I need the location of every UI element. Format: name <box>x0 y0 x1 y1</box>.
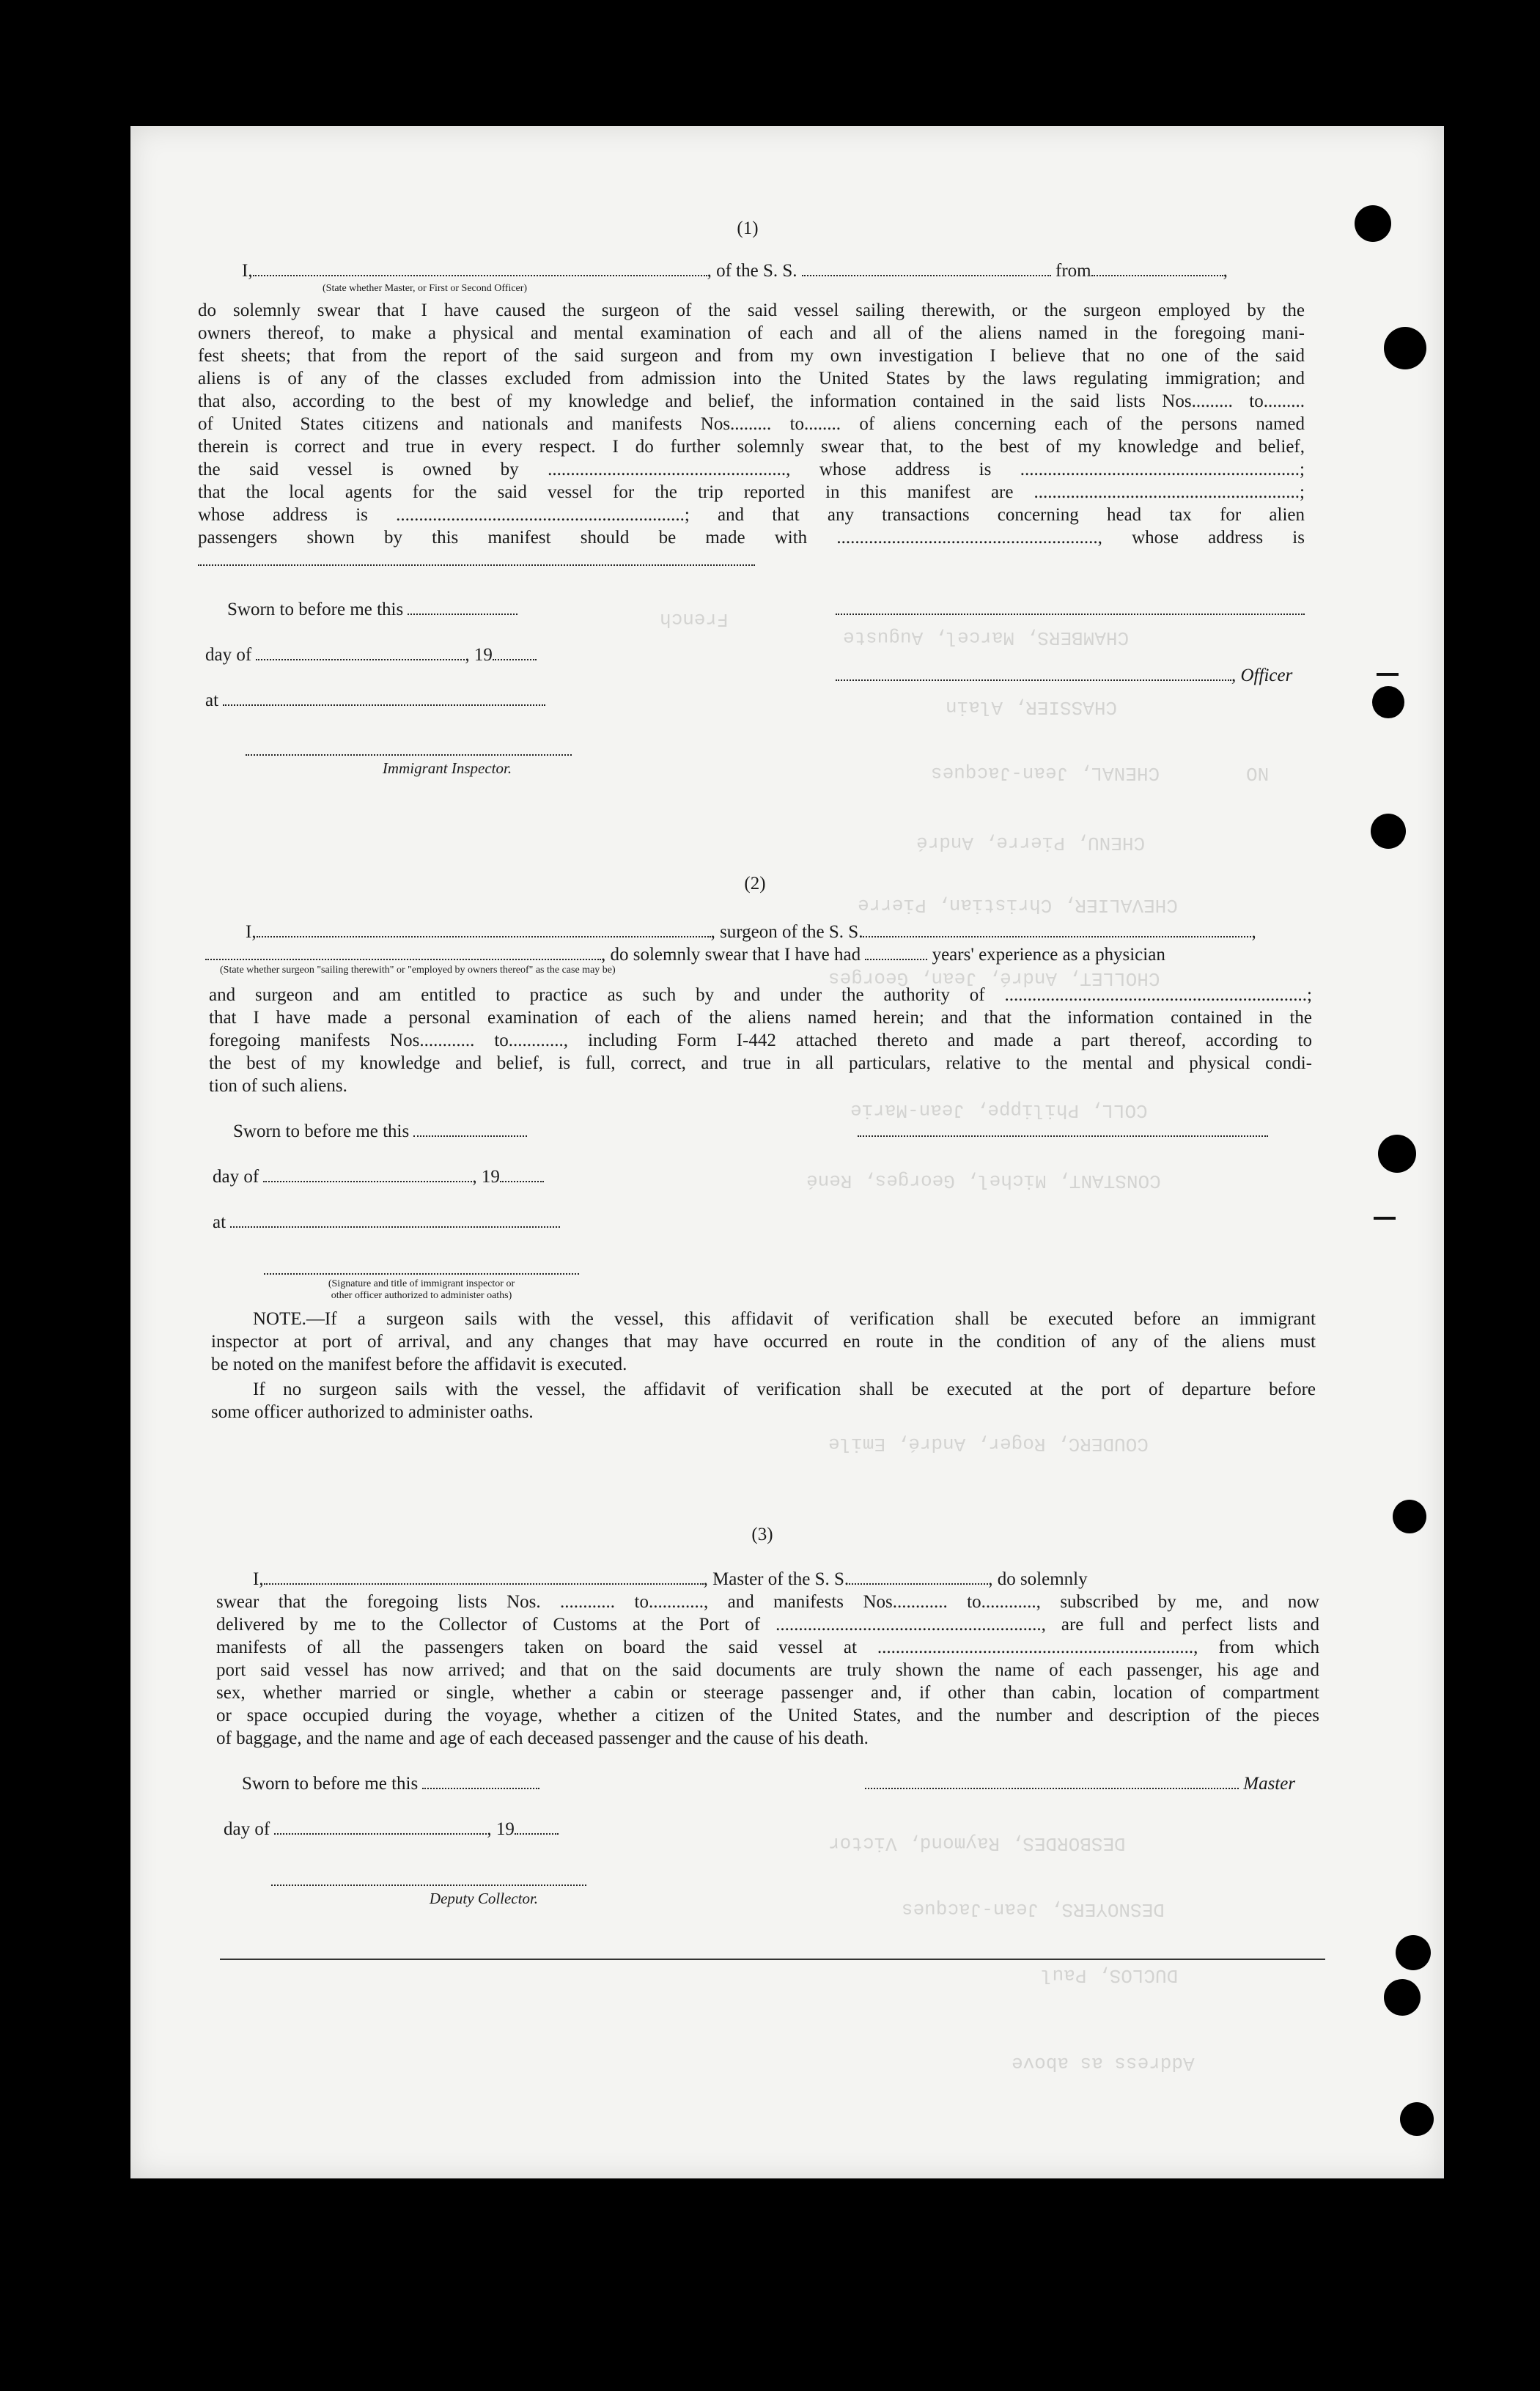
s1-line1-ss: , of the S. S. <box>707 261 797 281</box>
s1-from-blank <box>1091 262 1223 276</box>
s3-sworn: Sworn to before me this <box>242 1774 539 1794</box>
s3-para-line: swear that the foregoing lists Nos. ............ to............, and manifests Nos............ to............, subscribed by me, and now <box>216 1592 1319 1612</box>
s2-note-line: NOTE.—If a surgeon sails with the vessel, this affidavit of verification shall be executed before an immigrant <box>253 1309 1316 1329</box>
s2-sig-label-1: (Signature and title of immigrant inspector or <box>328 1278 515 1289</box>
bleed-through-text: DUCLOS, Paul <box>1041 1964 1179 1986</box>
bleed-through-text: CHASSIER, Alain <box>946 696 1118 718</box>
bleed-through-text: CHENAL, Jean-Jacques <box>931 762 1160 784</box>
punch-hole <box>1396 1935 1431 1970</box>
s1-inspector-label: Immigrant Inspector. <box>382 759 512 777</box>
s1-para-line: of United States citizens and nationals and manifests Nos......... to........ of aliens concerning each of the persons named <box>198 414 1305 434</box>
s1-sworn: Sworn to before me this <box>227 600 517 620</box>
punch-hole <box>1372 686 1404 718</box>
bleed-through-text: CHEVALIER, Christian, Pierre <box>858 894 1178 916</box>
s1-line1-from: from <box>1055 261 1091 281</box>
s2-para-last: tion of such aliens. <box>209 1076 347 1096</box>
punch-hole <box>1378 1135 1416 1173</box>
bleed-through-text: COLL, Philippe, Jean-Marie <box>850 1099 1148 1121</box>
s1-line1-i: I, <box>242 261 253 281</box>
s1-para-line: fest sheets; that from the report of the said surgeon and from my own investigation I believe that no one of the said <box>198 346 1305 366</box>
s1-line1: I, , of the S. S. from , <box>242 261 1228 281</box>
s3-vessel-blank <box>849 1570 988 1585</box>
s2-note-line: inspector at port of arrival, and any changes that may have occurred en route in the condition of any of the aliens must <box>211 1332 1316 1352</box>
bleed-through-text: CHOLLET, André, Jean, Georges <box>828 968 1160 990</box>
s3-master-sign: Master <box>865 1774 1295 1794</box>
bleed-through-text: Address as above <box>1012 2052 1195 2074</box>
margin-mark <box>1377 673 1399 676</box>
bleed-through-text: CHAMBERS, Marcel, Auguste <box>843 627 1130 649</box>
s3-para-line: port said vessel has now arrived; and that on the said documents are truly shown the name of each passenger, his age and <box>216 1660 1319 1680</box>
s1-para-line: that the local agents for the said vessel for the trip reported in this manifest are ..........................................................; <box>198 482 1305 502</box>
section-2-number: (2) <box>744 874 766 894</box>
bleed-through-text: DESNOYERS, Jean-Jacques <box>902 1898 1165 1920</box>
s2-para-line: that I have made a personal examination of each of the aliens named herein; and that the information contained in the <box>209 1008 1312 1028</box>
s3-dayof: day of , 19 <box>224 1819 559 1840</box>
s1-para-line: passengers shown by this manifest should be made with ........................................................., whose address is <box>198 528 1305 548</box>
s2-years-blank <box>865 946 927 960</box>
s2-note2: If no surgeon sails with the vessel, the affidavit of verification shall be executed at the port of departure before <box>253 1379 1316 1399</box>
s3-para-line: manifests of all the passengers taken on board the said vessel at ....................................................................., from which <box>216 1637 1319 1657</box>
s2-para-line: foregoing manifests Nos............ to............, including Form I-442 attached thereto and made a part thereof, according to <box>209 1031 1312 1050</box>
s2-para-line: and surgeon and am entitled to practice as such by and under the authority of ..................................................................; <box>209 985 1312 1005</box>
s3-para-line: sex, whether married or single, whether a cabin or steerage passenger and, if other than cabin, location of compartment <box>216 1683 1319 1703</box>
s1-line1-sub: (State whether Master, or First or Second Officer) <box>323 283 528 294</box>
s2-officer-line <box>264 1259 579 1280</box>
punch-hole <box>1371 814 1406 849</box>
s2-dayof: day of , 19 <box>213 1167 544 1187</box>
s1-address-blank <box>198 550 755 571</box>
s2-line2: , do solemnly swear that I have had years' experience as a physician <box>205 945 1165 965</box>
s1-para-line: that also, according to the best of my knowledge and belief, the information contained in the said lists Nos......... to......... <box>198 391 1305 411</box>
s1-officer-sign: , Officer <box>836 666 1292 686</box>
s1-para-line: aliens is of any of the classes excluded from admission into the United States by the laws regulating immigration; and <box>198 369 1305 388</box>
s2-line2-sub: (State whether surgeon "sailing therewith" or "employed by owners thereof" as the case may be) <box>220 965 616 976</box>
s1-vessel-blank <box>802 262 1051 276</box>
s3-master-blank <box>264 1570 704 1585</box>
margin-mark <box>1374 1217 1396 1220</box>
bleed-through-text: COUDERC, Roger, André, Emile <box>828 1433 1149 1455</box>
s1-para-line: whose address is ...............................................................; and that any transactions concerning head tax for alien <box>198 505 1305 525</box>
s1-para-line: the said vessel is owned by ...................................................., whose address is .............................................................; <box>198 460 1305 479</box>
bleed-through-text: CONSTANT, Michel, Georges, René <box>806 1170 1161 1192</box>
s3-para-line: delivered by me to the Collector of Customs at the Port of .........................................................., are full and perfect lists and <box>216 1615 1319 1635</box>
s1-para-line: owners thereof, to make a physical and mental examination of each and all of the aliens named in the foregoing mani- <box>198 323 1305 343</box>
punch-hole <box>1355 205 1391 242</box>
bottom-rule <box>220 1959 1325 1960</box>
bleed-through-text: DESBORDES, Raymond, Victor <box>828 1832 1126 1854</box>
section-1-number: (1) <box>737 218 759 238</box>
s2-para-line: the best of my knowledge and belief, is full, correct, and true in all particulars, relative to the mental and physical condi- <box>209 1053 1312 1073</box>
bleed-through-text: NO <box>1246 762 1270 784</box>
s2-sign-line <box>858 1121 1268 1142</box>
s1-signature-line-top <box>836 600 1305 620</box>
s2-sig-label-2: other officer authorized to administer oaths) <box>331 1290 512 1301</box>
s2-note-last: be noted on the manifest before the affidavit is executed. <box>211 1355 627 1374</box>
s2-note2-last: some officer authorized to administer oaths. <box>211 1402 534 1422</box>
bleed-through-text: CHENU, Pierre, André <box>916 832 1146 854</box>
s2-vessel-blank <box>863 923 1251 937</box>
s1-dayof: day of , 19 <box>205 645 537 666</box>
s1-para-line: do solemnly swear that I have caused the surgeon of the said vessel sailing therewith, or the surgeon employed by the <box>198 301 1305 320</box>
s2-surgeon-blank <box>257 923 711 937</box>
punch-hole <box>1384 1979 1421 2016</box>
s2-at: at <box>213 1212 560 1233</box>
s3-para-line: or space occupied during the voyage, whether a citizen of the United States, and the number and description of the pieces <box>216 1706 1319 1725</box>
punch-hole <box>1384 327 1426 369</box>
s2-line1: I, , surgeon of the S. S. , <box>246 922 1256 942</box>
s2-sworn: Sworn to before me this <box>233 1121 527 1142</box>
punch-hole <box>1393 1500 1426 1533</box>
s1-officer-blank <box>253 262 707 276</box>
s3-collector-label: Deputy Collector. <box>429 1890 539 1907</box>
s3-line1: I, , Master of the S. S. , do solemnly <box>253 1569 1088 1589</box>
s1-para-line: therein is correct and true in every respect. I do further solemnly swear that, to the best of my knowledge and belief, <box>198 437 1305 457</box>
s3-para-last: of baggage, and the name and age of each deceased passenger and the cause of his death. <box>216 1728 869 1748</box>
s1-at: at <box>205 690 545 711</box>
punch-hole <box>1400 2102 1434 2136</box>
section-3-number: (3) <box>751 1525 773 1544</box>
bleed-through-text: French <box>660 608 729 630</box>
